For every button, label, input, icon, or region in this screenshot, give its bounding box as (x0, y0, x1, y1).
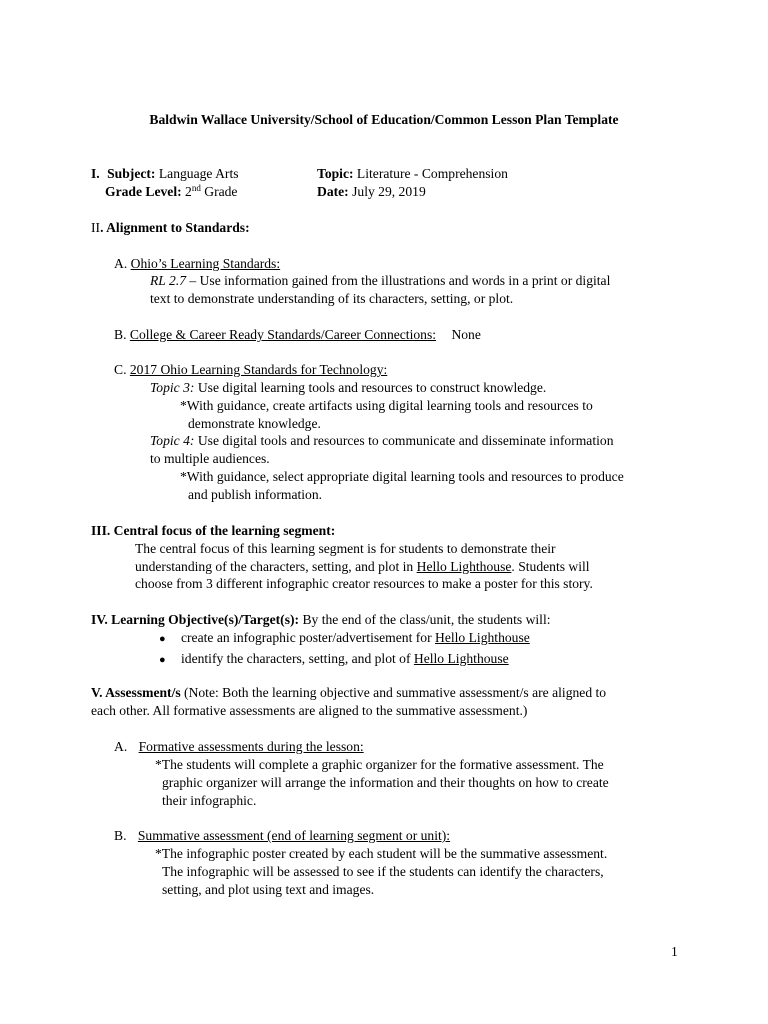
section-3-heading: III. Central focus of the learning segment: (91, 523, 336, 538)
item-letter: B. (114, 327, 127, 342)
formative-heading (114, 738, 364, 756)
grade-line (105, 183, 237, 201)
item-letter: A. (114, 739, 128, 754)
summative-heading (114, 827, 450, 845)
grade-word: Grade (204, 184, 238, 199)
career-standards-value: None (451, 327, 481, 342)
central-focus-line2 (135, 558, 590, 576)
book-title: Hello Lighthouse (413, 651, 509, 666)
section-2-heading (91, 219, 250, 237)
topic3-text: Use digital learning tools and resources to construct knowledge. (194, 380, 547, 395)
section-2-title: . Alignment to Standards: (100, 220, 250, 235)
page-number: 1 (671, 944, 678, 959)
objective-text: create an infographic poster/advertisement for (181, 630, 436, 645)
topic4-label: Topic 4: (150, 433, 195, 448)
section-5-title: V. Assessment/s (91, 685, 181, 700)
ohio-standards-title: Ohio’s Learning Standards: (130, 256, 281, 271)
book-title: Hello Lighthouse (416, 559, 512, 574)
section-4-intro: By the end of the class/unit, the students will: (299, 612, 551, 627)
tech-topic4-sub1: *With guidance, select appropriate digital learning tools and resources to produce (180, 469, 624, 484)
objective-text: identify the characters, setting, and plot of (181, 651, 414, 666)
item-letter: A. (114, 256, 128, 271)
formative-title: Formative assessments during the lesson: (138, 739, 364, 754)
section-5-note-line2: each other. All formative assessments are aligned to the summative assessment.) (91, 703, 528, 718)
topic4-text: Use digital tools and resources to communicate and disseminate information (194, 433, 614, 448)
topic-value: Literature - Comprehension (356, 166, 508, 181)
grade-suffix: nd (191, 183, 201, 193)
item-letter: B. (114, 828, 127, 843)
subject-label: Subject: (107, 166, 156, 181)
section-number: I. (91, 166, 100, 181)
section-5-note: (Note: Both the learning objective and summative assessment/s are aligned to (180, 685, 607, 700)
summative-line2: The infographic will be assessed to see if the students can identify the characters, (162, 864, 604, 879)
section-2-number: II (91, 220, 101, 235)
document-title: Baldwin Wallace University/School of Education/Common Lesson Plan Template (149, 112, 619, 127)
date-value: July 29, 2019 (352, 184, 426, 199)
topic-line (317, 165, 508, 183)
central-focus-line3: choose from 3 different infographic creator resources to make a poster for this story. (135, 576, 593, 591)
grade-number: 2 (185, 184, 192, 199)
central-focus-line1: The central focus of this learning segment is for students to demonstrate their (135, 541, 556, 556)
tech-topic4-line (150, 432, 614, 450)
subject-line (91, 165, 239, 183)
bullet-icon: ● (159, 654, 166, 666)
standards-a-heading (114, 255, 280, 273)
section-4-title: IV. Learning Objective(s)/Target(s): (91, 612, 300, 627)
section-4-heading (91, 611, 551, 629)
tech-topic3-sub1: *With guidance, create artifacts using digital learning tools and resources to (180, 398, 593, 413)
central-focus-text-end: . Students will (511, 559, 590, 574)
topic3-label: Topic 3: (150, 380, 195, 395)
central-focus-text: understanding of the characters, setting, and plot in (135, 559, 417, 574)
date-label: Date: (317, 184, 349, 199)
standards-c-heading (114, 361, 387, 379)
formative-line3: their infographic. (162, 793, 257, 808)
subject-value: Language Arts (158, 166, 239, 181)
summative-title: Summative assessment (end of learning segment or unit): (137, 828, 451, 843)
date-line (317, 183, 426, 201)
formative-line1: *The students will complete a graphic organizer for the formative assessment. The (155, 757, 604, 772)
tech-topic4-sub2: and publish information. (188, 487, 323, 502)
topic-label: Topic: (317, 166, 354, 181)
section-5-heading (91, 684, 606, 702)
tech-standards-title: 2017 Ohio Learning Standards for Technology: (129, 362, 388, 377)
standards-b-line (114, 326, 481, 344)
bullet-icon: ● (159, 633, 166, 645)
item-letter: C. (114, 362, 127, 377)
standard-text: – Use information gained from the illustrations and words in a print or digital (186, 273, 611, 288)
tech-topic4-line2: to multiple audiences. (150, 451, 270, 466)
standard-code: RL 2.7 (150, 273, 187, 288)
objective-bullet-1 (159, 629, 530, 648)
standard-rl27-line2: text to demonstrate understanding of its characters, setting, or plot. (150, 291, 514, 306)
formative-line2: graphic organizer will arrange the information and their thoughts on how to create (162, 775, 609, 790)
grade-label: Grade Level: (105, 184, 182, 199)
objective-bullet-2 (159, 650, 509, 669)
tech-topic3-sub2: demonstrate knowledge. (188, 416, 321, 431)
standard-rl27-line1 (150, 272, 610, 290)
summative-line3: setting, and plot using text and images. (162, 882, 375, 897)
summative-line1: *The infographic poster created by each student will be the summative assessment. (155, 846, 608, 861)
book-title: Hello Lighthouse (435, 630, 530, 645)
career-standards-title: College & Career Ready Standards/Career Connections: (129, 327, 437, 342)
tech-topic3-line (150, 379, 546, 397)
